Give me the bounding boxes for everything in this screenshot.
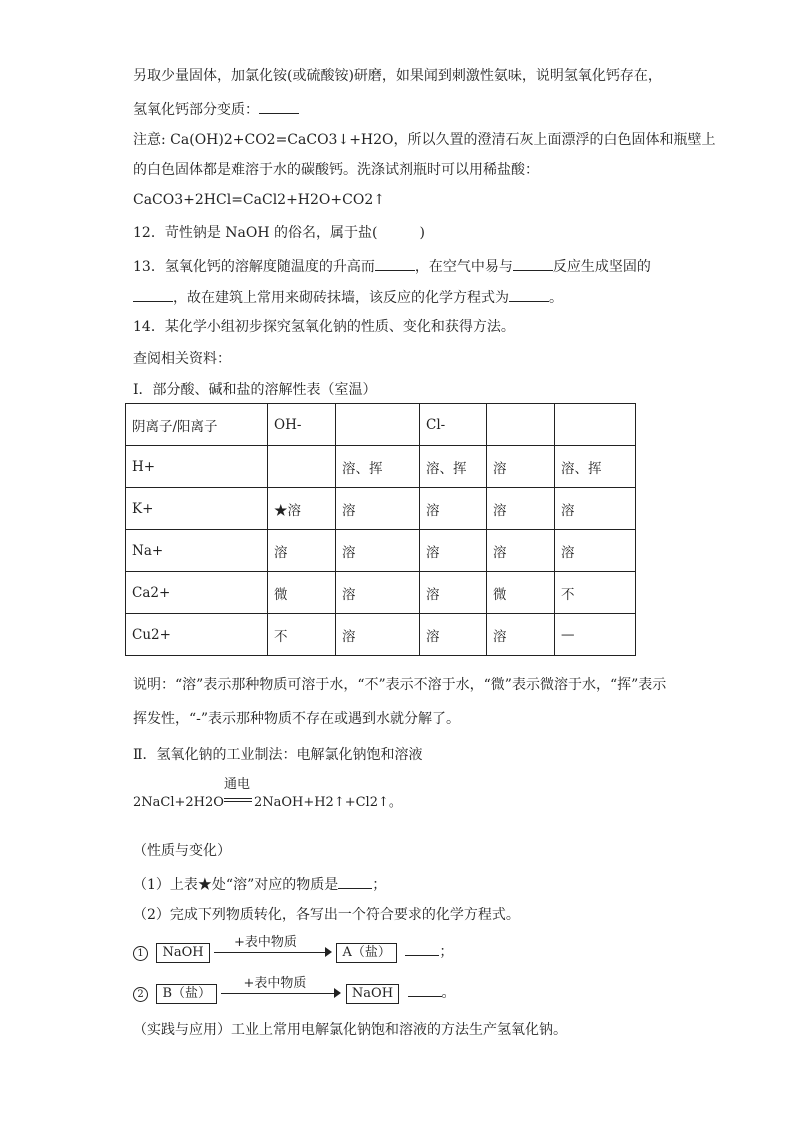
table-cell	[268, 446, 336, 488]
conversion-1: 1 NaOH +表中物质 A（盐） ；	[133, 941, 453, 963]
table-header-cell	[336, 404, 420, 446]
table-row	[126, 488, 636, 530]
table-cell: 不	[555, 572, 636, 614]
circle-number: 2	[133, 987, 148, 1002]
answer-blank[interactable]	[259, 99, 299, 114]
table-cell: 溶	[336, 530, 420, 572]
table-cell: 溶	[420, 488, 487, 530]
table-cell: 溶	[336, 488, 420, 530]
answer-blank[interactable]	[375, 256, 415, 271]
table-row	[126, 614, 636, 656]
sub-question-1: （1）上表★处“溶”对应的物质是 ；	[133, 874, 386, 894]
substance-box: B（盐）	[156, 984, 217, 1004]
circle-number: 1	[133, 946, 148, 961]
arrow-icon: +表中物质	[221, 985, 341, 1001]
electrolysis-equation: 2NaCl+2H2O 通电 2NaOH+H2↑+Cl2↑。	[133, 777, 402, 810]
table-cell: ★溶	[268, 488, 336, 530]
sub-question-2: （2）完成下列物质转化，各写出一个符合要求的化学方程式。	[133, 907, 520, 923]
table-header-cell	[555, 404, 636, 446]
substance-box: NaOH	[156, 943, 209, 963]
table-cell: 溶	[487, 446, 555, 488]
table-cell: 微	[268, 572, 336, 614]
table-cell: 溶	[268, 530, 336, 572]
question-13-cont: ，故在建筑上常用来砌砖抹墙，该反应的化学方程式为 。	[133, 287, 563, 307]
table-header-cell: OH-	[268, 404, 336, 446]
table-row	[126, 446, 636, 488]
answer-blank[interactable]	[338, 874, 372, 889]
section-1-title: Ⅰ．部分酸、碱和盐的溶解性表（室温）	[133, 382, 377, 398]
reference-heading: 查阅相关资料：	[133, 351, 231, 367]
table-cell: 溶	[487, 614, 555, 656]
conversion-2: 2 B（盐） +表中物质 NaOH 。	[133, 982, 456, 1004]
question-13: 13．氢氧化钙的溶解度随温度的升高而 ，在空气中易与 反应生成坚固的	[133, 256, 651, 276]
table-cell: —	[555, 614, 636, 656]
section-2-title: Ⅱ．氢氧化钠的工业制法：电解氯化钠饱和溶液	[133, 747, 423, 763]
table-cell: 溶	[420, 614, 487, 656]
table-cell: K+	[126, 488, 268, 530]
table-cell: Na+	[126, 530, 268, 572]
table-cell: 溶	[555, 530, 636, 572]
table-cell: 溶、挥	[555, 446, 636, 488]
table-header-cell: Cl-	[420, 404, 487, 446]
answer-blank[interactable]	[408, 982, 442, 997]
property-heading: （性质与变化）	[133, 843, 231, 859]
table-cell: 不	[268, 614, 336, 656]
question-14: 14．某化学小组初步探究氢氧化钠的性质、变化和获得方法。	[133, 319, 515, 335]
table-cell: 溶	[420, 572, 487, 614]
table-cell: 溶	[487, 530, 555, 572]
solubility-table	[125, 403, 636, 656]
practice-heading: （实践与应用）工业上常用电解氯化钠饱和溶液的方法生产氢氧化钠。	[133, 1022, 567, 1038]
text-line: 的白色固体都是难溶于水的碳酸钙。洗涤试剂瓶时可以用稀盐酸：	[133, 162, 539, 178]
text-line: 氢氧化钙部分变质：	[133, 99, 299, 119]
text-line: 另取少量固体，加氯化铵(或硫酸铵)研磨，如果闻到刺激性氨味，说明氢氧化钙存在，	[133, 68, 662, 84]
explanation-line: 挥发性，“-”表示那种物质不存在或遇到水就分解了。	[133, 711, 461, 727]
table-cell: 溶、挥	[336, 446, 420, 488]
table-header-cell: 阴离子/阳离子	[126, 404, 268, 446]
answer-blank[interactable]	[405, 941, 439, 956]
table-cell: Cu2+	[126, 614, 268, 656]
table-cell: 溶	[487, 488, 555, 530]
table-cell: 溶	[336, 572, 420, 614]
table-row	[126, 572, 636, 614]
substance-box: A（盐）	[336, 943, 396, 963]
answer-blank[interactable]	[513, 256, 553, 271]
answer-blank[interactable]	[133, 287, 173, 302]
table-header-cell	[487, 404, 555, 446]
table-cell: H+	[126, 446, 268, 488]
table-row	[126, 530, 636, 572]
table-cell: 微	[487, 572, 555, 614]
substance-box: NaOH	[346, 984, 399, 1004]
note-line: 注意: Ca(OH)2+CO2=CaCO3↓+H2O，所以久置的澄清石灰上面漂浮的白色固体和瓶壁上	[133, 132, 716, 148]
explanation-line: 说明：“溶”表示那种物质可溶于水，“不”表示不溶于水，“微”表示微溶于水，“挥”表示	[133, 677, 667, 693]
arrow-icon: +表中物质	[214, 944, 332, 960]
table-cell: Ca2+	[126, 572, 268, 614]
reaction-condition: 通电	[224, 792, 254, 806]
question-12: 12．苛性钠是 NaOH 的俗名，属于盐( )	[133, 225, 425, 241]
answer-blank[interactable]	[509, 287, 549, 302]
table-cell: 溶、挥	[420, 446, 487, 488]
table-header-row	[126, 404, 636, 446]
table-cell: 溶	[555, 488, 636, 530]
equation-line: CaCO3+2HCl=CaCl2+H2O+CO2↑	[133, 192, 385, 208]
table-cell: 溶	[420, 530, 487, 572]
table-cell: 溶	[336, 614, 420, 656]
